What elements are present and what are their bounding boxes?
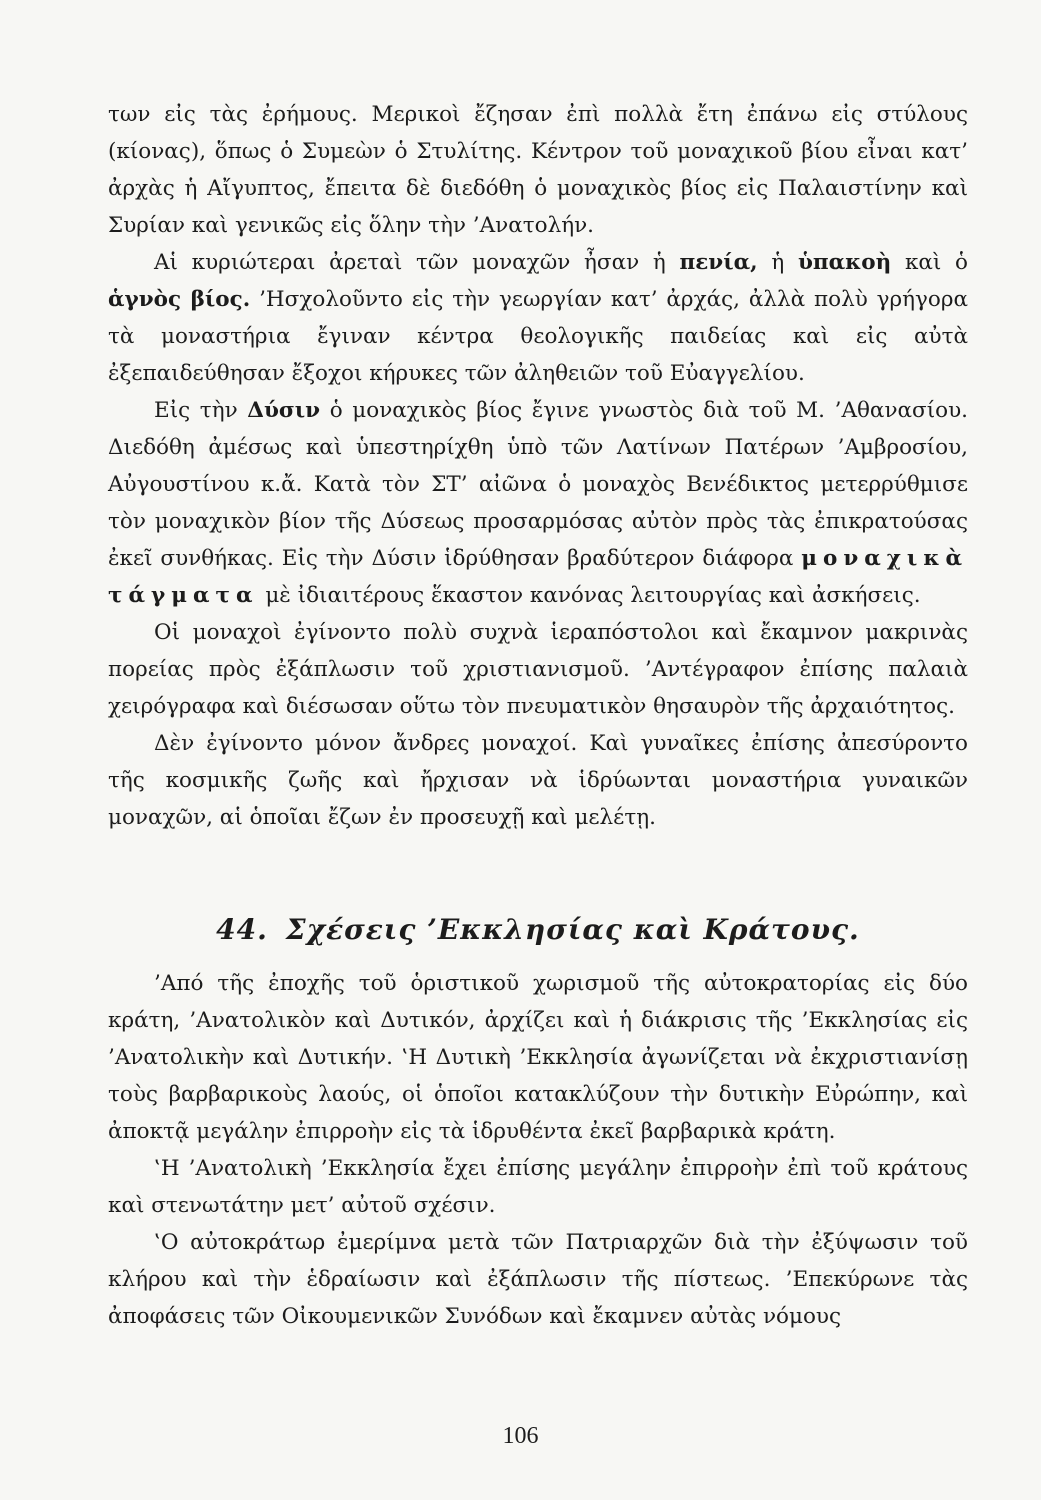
section-title: Σχέσεις ’Εκκλησίας καὶ Κράτους. [285,913,860,946]
page-number: 106 [502,1423,539,1449]
section-heading [108,910,968,950]
text-run: Εἰς τὴν [154,398,248,423]
paragraph: Οἱ μοναχοὶ ἐγίνοντο πολὺ συχνὰ ἱεραπόστολοι καὶ ἔκαμνον μακρινὰς πορείας πρὸς ἐξάπλωσιν τοῦ χριστιανισμοῦ. ’Αντέγραφον ἐπίσης παλαιὰ χειρόγραφα καὶ διέσωσαν οὕτω τὸν πνευματικὸν θησαυρὸν τῆς ἀρχαιότητος. [108,620,968,719]
paragraph: ’Από τῆς ἐποχῆς τοῦ ὁριστικοῦ χωρισμοῦ τῆς αὐτοκρατορίας εἰς δύο κράτη, ’Ανατολικὸν καὶ Δυτικόν, ἀρχίζει καὶ ἡ διάκρισις τῆς ’Εκκλησίας εἰς ’Ανατολικὴν καὶ Δυτικήν. ‛Η Δυτικὴ ’Εκκλησία ἀγωνίζεται νὰ ἐκχριστιανίσῃ τοὺς βαρβαρικοὺς λαούς, οἱ ὁποῖοι κατακλύζουν τὴν δυτικὴν Εὐρώπην, καὶ ἀποκτᾷ μεγάλην ἐπιρροὴν εἰς τὰ ἱδρυθέντα ἐκεῖ βαρβαρικὰ κράτη. [108,971,968,1144]
paragraph: Δὲν ἐγίνοντο μόνον ἄνδρες μοναχοί. Καὶ γυναῖκες ἐπίσης ἀπεσύροντο τῆς κοσμικῆς ζωῆς καὶ ἤρχισαν νὰ ἱδρύωνται μοναστήρια γυναικῶν μοναχῶν, αἱ ὁποῖαι ἔζων ἐν προσευχῇ καὶ μελέτῃ. [108,731,968,830]
text-run: ’Ησχολοῦντο εἰς τὴν γεωργίαν κατ’ ἀρχάς, ἀλλὰ πολὺ γρήγορα τὰ μοναστήρια ἔγιναν κέντρα θεολογικῆς παιδείας καὶ εἰς αὐτὰ ἐξεπαιδεύθησαν ἔξοχοι κήρυκες τῶν ἀληθειῶν τοῦ Εὐαγγελίου. [108,287,969,386]
spaced-emphasis-term: μοναχικὰ τάγματα [108,546,968,608]
section-number: 44. [216,913,268,946]
emphasis-term: Δύσιν [247,398,321,423]
text-run: Αἱ κυριώτεραι ἀρεταὶ τῶν μοναχῶν ἦσαν ἡ [154,250,680,275]
church-state-text [108,965,968,1335]
emphasis-term: ὑπακοὴ [797,250,892,275]
paragraph [108,392,968,614]
paragraph [108,244,968,392]
text-run: ἡ [757,250,798,275]
monasticism-text [108,96,968,836]
paragraph: ‛Η ’Ανατολικὴ ’Εκκλησία ἔχει ἐπίσης μεγάλην ἐπιρροὴν ἐπὶ τοῦ κράτους καὶ στενωτάτην μετ’ αὐτοῦ σχέσιν. [108,1156,968,1218]
text-run: ὁ μοναχικὸς βίος ἔγινε γνωστὸς διὰ τοῦ Μ. ’Αθανασίου. Διεδόθη ἀμέσως καὶ ὑπεστηρίχθη ὑπὸ τῶν Λατίνων Πατέρων ’Αμβροσίου, Αὐγουστίνου κ.ἄ. Κατὰ τὸν ΣΤ’ αἰῶνα ὁ μοναχὸς Βενέδικτος μετερρύθμισε τὸν μοναχικὸν βίον τῆς Δύσεως προσαρμόσας αὐτὸν πρὸς τὰς ἐπικρατούσας ἐκεῖ συνθήκας. Εἰς τὴν Δύσιν ἱδρύθησαν βραδύτερον διάφορα [108,398,968,571]
text-run: μὲ ἰδιαιτέρους ἕκαστον κανόνας λειτουργίας καὶ ἀσκήσεις. [258,583,921,608]
text-run: καὶ ὁ [891,250,969,275]
paragraph: των εἰς τὰς ἐρήμους. Μερικοὶ ἔζησαν ἐπὶ πολλὰ ἔτη ἐπάνω εἰς στύλους (κίονας), ὅπως ὁ Συμεὼν ὁ Στυλίτης. Κέντρον τοῦ μοναχικοῦ βίου εἶναι κατ’ ἀρχὰς ἡ Αἴγυπτος, ἔπειτα δὲ διεδόθη ὁ μοναχικὸς βίος εἰς Παλαιστίνην καὶ Συρίαν καὶ γενικῶς εἰς ὅλην τὴν ’Ανατολήν. [108,102,968,238]
emphasis-term: πενία, [679,250,758,275]
paragraph: ‛Ο αὐτοκράτωρ ἐμερίμνα μετὰ τῶν Πατριαρχῶν διὰ τὴν ἐξύψωσιν τοῦ κλήρου καὶ τὴν ἑδραίωσιν καὶ ἐξάπλωσιν τῆς πίστεως. ’Επεκύρωνε τὰς ἀποφάσεις τῶν Οἰκουμενικῶν Συνόδων καὶ ἔκαμνεν αὐτὰς νόμους [108,1230,968,1329]
emphasis-term: ἁγνὸς βίος. [108,287,251,312]
